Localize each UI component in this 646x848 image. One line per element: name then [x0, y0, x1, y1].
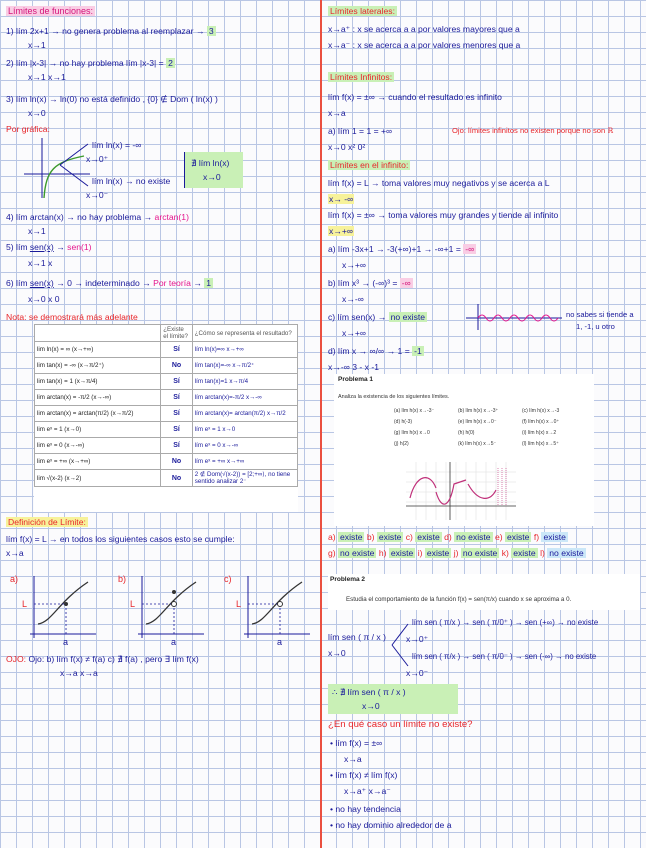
- table-cell-expression: lim eˣ = 1 (x→0): [35, 422, 161, 438]
- infinite-example: a) lím 1 = 1 = +∞: [328, 126, 393, 136]
- example-6-sub: x→0 x 0: [28, 294, 60, 304]
- problem-1-answer-label: a): [328, 532, 339, 542]
- table-cell-how: lím tan(x)=1 x→π/4: [192, 374, 297, 390]
- at-infinity-a-sub: x→+∞: [342, 260, 367, 270]
- table-cell-exists: No: [161, 454, 193, 470]
- case-4: • no hay dominio alrededor de a: [330, 820, 452, 830]
- definition-graph-a: [8, 572, 98, 646]
- problem-2-main-sub: x→0: [328, 648, 346, 658]
- problem-1-card: [334, 374, 594, 526]
- problem-1-answer-value: existe: [390, 548, 414, 558]
- infinite-note: Ojo: límites infinitos no existen porque no son ℝ: [452, 126, 614, 135]
- table-cell-how: lím eˣ = +∞ x→+∞: [192, 454, 297, 470]
- lateral-title: Límites laterales:: [330, 6, 395, 16]
- problem-1-answer-label: c): [405, 532, 416, 542]
- sine-note-2: 1, -1, u otro: [576, 322, 615, 331]
- definition-graph-label: b): [118, 574, 127, 584]
- graph-limit-left: lím ln(x) → no existe: [92, 176, 171, 186]
- table-cell-exists: No: [161, 470, 193, 487]
- graph-conclusion-sub: x→0: [203, 172, 221, 182]
- table-cell-how: lím tan(x)=-∞ x→π/2⁺: [192, 358, 297, 374]
- graph-branch-lines: [58, 140, 92, 190]
- table-body: [35, 342, 298, 487]
- note-text: Nota: se demostrará más adelante: [6, 312, 138, 322]
- observation-sub: x→a x→a: [60, 668, 98, 678]
- problem-1-answer-value: existe: [426, 548, 450, 558]
- problem-2-conclusion: [328, 684, 458, 714]
- at-infinity-b: b) lím x³ → (-∞)³ = -∞: [328, 278, 411, 288]
- table-cell-how: lím ln(x)=∞ x→+∞: [192, 342, 297, 358]
- problem-1-answer-value: existe: [507, 532, 530, 542]
- problem-1-answer-label: f): [533, 532, 542, 542]
- table-cell-how: lím arctan(x)=-π/2 x→-∞: [192, 390, 297, 406]
- problem-2-card: [328, 574, 640, 610]
- example-3: 3) lím ln(x) → ln(0) no está definido , {0} ∉ Dom ( ln(x) ): [6, 94, 218, 104]
- problem-1-option: (l) lím h(x) x→5⁺: [522, 441, 559, 447]
- lateral-left: x→a⁻ : x se acerca a a por valores menores que a: [328, 40, 521, 50]
- table-cell-expression: lim ln(x) = ∞ (x→+∞): [35, 342, 161, 358]
- example-2-sub: x→1 x→1: [28, 72, 66, 82]
- problem-1-answer-row: [328, 548, 586, 558]
- table-row: [35, 390, 298, 406]
- section-title-limits: Límites de funciones:: [8, 6, 94, 16]
- table-cell-expression: lim √(x-2) (x→2): [35, 470, 161, 487]
- problem-1-answer-row: [328, 532, 568, 542]
- example-1: 1) lím 2x+1 → no genera problema al reemplazar → 3: [6, 26, 214, 36]
- at-infinity-def-1-sub: x→ -∞: [329, 194, 354, 204]
- example-5: 5) lím sen(x) → sen(1): [6, 242, 92, 252]
- page-divider: [320, 0, 322, 848]
- graph-conclusion-text: ∄ lím ln(x): [191, 158, 230, 168]
- problem-2-right-sub: x→0⁺: [406, 634, 429, 644]
- problem-1-answer-value: no existe: [340, 548, 375, 558]
- definition-graph-L: L: [22, 599, 28, 609]
- example-3-sub: x→0: [28, 108, 46, 118]
- table-cell-how: lím eˣ = 0 x→-∞: [192, 438, 297, 454]
- case-3: • no hay tendencia: [330, 804, 401, 814]
- problem-1-option: (a) lím h(x) x→-3⁻: [394, 408, 435, 414]
- lateral-right: x→a⁺ : x se acerca a a por valores mayores que a: [328, 24, 520, 34]
- table-cell-expression: lim eˣ = 0 (x→-∞): [35, 438, 161, 454]
- problem-2-conclusion-text: ∴ ∄ lím sen ( π / x ): [332, 687, 406, 697]
- problem-1-option: (d) h(-3): [394, 419, 413, 425]
- definition-title: Definición de Límite:: [8, 517, 86, 527]
- table-row: [35, 374, 298, 390]
- problem-1-option: (e) lím h(x) x→0⁻: [458, 419, 497, 425]
- case-1: • lím f(x) = ±∞: [330, 738, 383, 748]
- table-cell-exists: Sí: [161, 374, 193, 390]
- at-infinity-c: c) lím sen(x) → no existe: [328, 312, 426, 322]
- table-cell-exists: Sí: [161, 390, 193, 406]
- table-row: [35, 454, 298, 470]
- example-2: 2) lím |x-3| → no hay problema lím |x-3| = 2: [6, 58, 173, 68]
- problem-1-option: (k) lím h(x) x→5⁻: [458, 441, 497, 447]
- problem-2-right-limit: lím sen ( π/x ) → sen ( π/0⁺ ) → sen (+∞) → no existe: [412, 618, 599, 627]
- at-infinity-a: a) lím -3x+1 → -3(+∞)+1 → -∞+1 = -∞: [328, 244, 475, 254]
- at-infinity-def-1: lím f(x) = L → toma valores muy negativos y se acerca a L: [328, 178, 550, 188]
- infinite-title: Límites Infinitos:: [330, 72, 393, 82]
- problem-2-text: Estudia el comportamiento de la función f(x) = sen(π/x) cuando x se aproxima a 0.: [346, 596, 572, 603]
- table-cell-exists: Sí: [161, 406, 193, 422]
- problem-1-option: (j) h(2): [394, 441, 409, 447]
- problem-2-conclusion-sub: x→0: [362, 701, 380, 711]
- problem-1-answer-value: existe: [513, 548, 536, 558]
- table-cell-expression: lim tan(x) = -∞ (x→π/2⁺): [35, 358, 161, 374]
- graph-limit-right: lím ln(x) = -∞: [92, 140, 142, 150]
- table-cell-how: 2 ∉ Dom(√(x-2)) = [2;+∞⟩, no tiene sentido analizar 2⁻: [192, 470, 297, 487]
- problem-1-answer-label: j): [453, 548, 461, 558]
- table-row: [35, 358, 298, 374]
- case-2: • lím f(x) ≠ lím f(x): [330, 770, 398, 780]
- definition-graph-a: a: [277, 637, 283, 646]
- at-infinity-c-sub: x→+∞: [342, 328, 367, 338]
- table-cell-exists: Sí: [161, 342, 193, 358]
- table-row: [35, 422, 298, 438]
- problem-2-left-limit: lím sen ( π/x ) → sen ( π/0⁻ ) → sen (-∞) → no existe: [412, 652, 597, 661]
- problem-1-answer-label: l): [540, 548, 548, 558]
- problem-1-option: (b) lím h(x) x→-3⁺: [458, 408, 499, 414]
- problem-1-answer-label: h): [378, 548, 389, 558]
- at-infinity-title: Límites en el infinito:: [330, 160, 409, 170]
- graph-limit-left-sub: x→0⁻: [86, 190, 109, 200]
- problem-2-main-limit: lím sen ( π / x ): [328, 632, 386, 642]
- problem-1-option: (i) lím h(x) x→2: [522, 430, 557, 436]
- definition-graph-label: c): [224, 574, 232, 584]
- table-header-row: [35, 325, 298, 342]
- table-row: [35, 438, 298, 454]
- infinite-example-sub: x→0 x² 0²: [328, 142, 366, 152]
- table-cell-exists: Sí: [161, 422, 193, 438]
- definition-graph-a: a: [171, 637, 177, 646]
- problem-1-graph: [406, 462, 516, 520]
- problem-1-option: (g) lím h(x) x→0: [394, 430, 430, 436]
- table-cell-exists: No: [161, 358, 193, 374]
- table-cell-expression: lim arctan(x) = -π/2 (x→-∞): [35, 390, 161, 406]
- example-4: 4) lím arctan(x) → no hay problema → arctan(1): [6, 212, 189, 222]
- problem-1-answer-value: no existe: [549, 548, 584, 558]
- table-row: [35, 470, 298, 487]
- infinite-def-sub: x→a: [328, 108, 346, 118]
- problem-1-answer-label: i): [417, 548, 425, 558]
- problem-1-title: Problema 1: [338, 376, 374, 383]
- problem-2-title: Problema 2: [330, 576, 366, 583]
- definition-graph-L: L: [236, 599, 242, 609]
- observation-line: OJO: Ojo: b) lím f(x) ≠ f(a) c) ∄ f(a) , pero ∃ lím f(x): [6, 654, 199, 664]
- definition-graph-label: a): [10, 574, 19, 584]
- at-infinity-def-2: lím f(x) = ±∞ → toma valores muy grandes y tiende al infinito: [328, 210, 559, 220]
- problem-1-answer-value: no existe: [462, 548, 498, 558]
- example-6: 6) lím sen(x) → 0 → indeterminado → Por teoría → 1: [6, 278, 212, 288]
- table-header-expression: [35, 325, 161, 342]
- table-cell-how: lím arctan(x)= arctan(π/2) x→π/2: [192, 406, 297, 422]
- example-1-sub: x→1: [28, 40, 46, 50]
- example-5-sub: x→1 x: [28, 258, 53, 268]
- table-row: [35, 342, 298, 358]
- table-row: [35, 406, 298, 422]
- problem-2-left-sub: x→0⁻: [406, 668, 429, 678]
- left-column: [0, 0, 320, 848]
- problem-1-answer-value: existe: [543, 532, 566, 542]
- example-4-sub: x→1: [28, 226, 46, 236]
- definition-graph-L: L: [130, 599, 136, 609]
- graph-title: Por gráfica:: [6, 124, 50, 134]
- table-cell-expression: lim eˣ = +∞ (x→+∞): [35, 454, 161, 470]
- problem-1-option: (h) h(0): [458, 430, 475, 436]
- case-2-sub: x→a⁺ x→a⁻: [344, 786, 391, 796]
- definition-graph-b: [116, 572, 206, 646]
- at-infinity-d: d) lím x → ∞/∞ → 1 = -1: [328, 346, 422, 356]
- problem-1-answer-label: k): [501, 548, 512, 558]
- problem-1-option: (c) lím h(x) x→-3: [522, 408, 560, 414]
- graph-limit-right-sub: x→0⁺: [86, 154, 109, 164]
- problem-1-answer-value: existe: [340, 532, 363, 542]
- case-1-sub: x→a: [344, 754, 362, 764]
- infinite-def: lím f(x) = ±∞ → cuando el resultado es infinito: [328, 92, 502, 102]
- at-infinity-def-2-sub: x→+∞: [329, 226, 354, 236]
- problem-1-answer-label: e): [494, 532, 505, 542]
- limits-table: [34, 324, 298, 487]
- problem-1-option: (f) lím h(x) x→0⁺: [522, 419, 560, 425]
- problem-1-text: Analiza la existencia de los siguientes límites.: [338, 394, 450, 400]
- table-cell-expression: lim tan(x) = 1 (x→π/4): [35, 374, 161, 390]
- table-header-exists: ¿Existe el límite?: [161, 325, 193, 342]
- definition-sub: x→a: [6, 548, 24, 558]
- problem-2-branch: [390, 620, 410, 670]
- question-title: ¿En qué caso un límite no existe?: [328, 719, 473, 730]
- graph-conclusion-box: [184, 152, 243, 188]
- sine-sketch: [464, 302, 564, 332]
- definition-graph-c: [222, 572, 312, 646]
- problem-1-answer-label: d): [444, 532, 455, 542]
- problem-1-answer-label: b): [366, 532, 377, 542]
- problem-1-answer-value: existe: [417, 532, 440, 542]
- table-header-how: ¿Cómo se representa el resultado?: [192, 325, 297, 342]
- table-cell-how: lím eˣ = 1 x→0: [192, 422, 297, 438]
- definition-line: lím f(x) = L → en todos los siguientes casos esto se cumple:: [6, 534, 235, 544]
- definition-graph-a: a: [63, 637, 69, 646]
- problem-1-answer-value: no existe: [456, 532, 491, 542]
- problem-1-answer-value: existe: [378, 532, 402, 542]
- table-cell-expression: lim arctan(x) = arctan(π/2) (x→π/2): [35, 406, 161, 422]
- at-infinity-b-sub: x→-∞: [342, 294, 364, 304]
- at-infinity-d-sub: x→-∞ 3 - x -1: [328, 362, 380, 372]
- limits-table-card: [34, 324, 298, 512]
- problem-1-answer-label: g): [328, 548, 339, 558]
- table-cell-exists: Sí: [161, 438, 193, 454]
- right-column: [324, 0, 646, 848]
- sine-note-1: no sabes si tiende a: [566, 310, 634, 319]
